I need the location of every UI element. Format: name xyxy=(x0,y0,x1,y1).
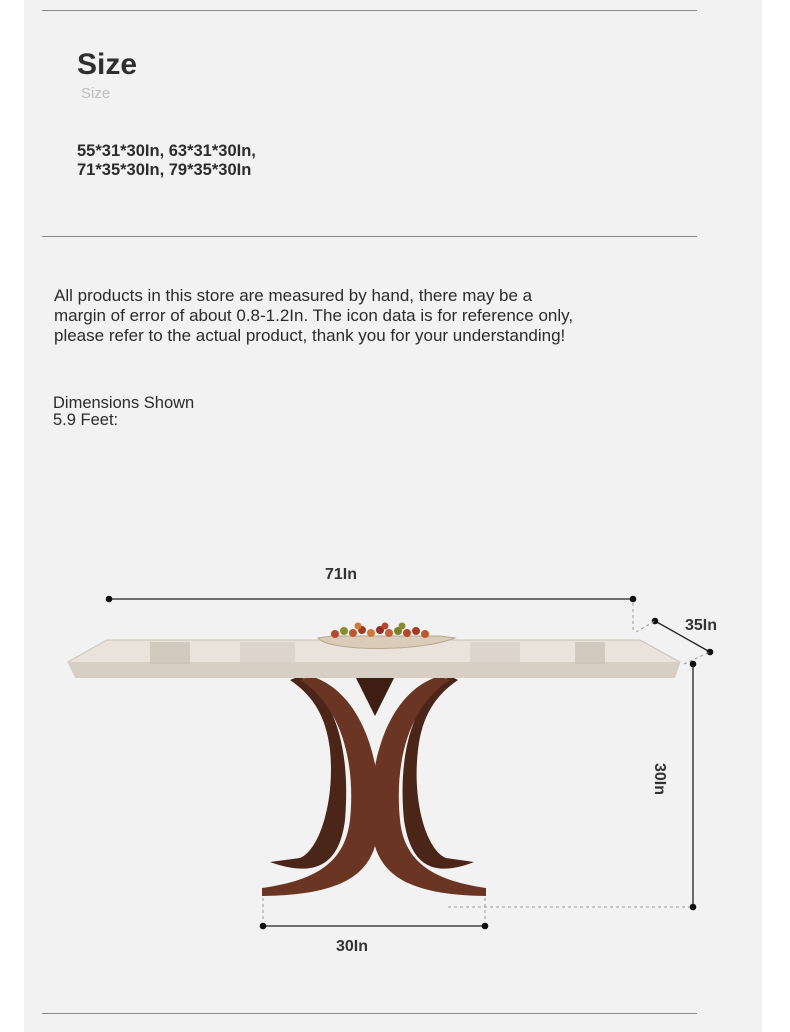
measurement-notice xyxy=(54,286,654,346)
divider-bottom xyxy=(42,1013,697,1014)
table-dimension-diagram xyxy=(0,540,790,980)
base-dimension-line xyxy=(260,892,489,929)
length-label: 71In xyxy=(325,566,358,583)
divider-top xyxy=(42,10,697,11)
size-options-line-2: 71*35*30In, 79*35*30In xyxy=(77,161,252,179)
size-options-line-1: 55*31*30In, 63*31*30In, xyxy=(77,142,256,160)
notice-line-1: All products in this store are measured by hand, there may be a xyxy=(54,286,533,305)
depth-label: 35In xyxy=(685,617,718,634)
size-options xyxy=(77,142,256,180)
base-width-label: 30In xyxy=(336,938,369,955)
divider-middle xyxy=(42,236,697,237)
dimensions-heading xyxy=(53,395,194,429)
dimensions-heading-line-2: 5.9 Feet: xyxy=(53,411,119,429)
table-base xyxy=(262,676,486,896)
length-dimension-line xyxy=(106,596,637,632)
notice-line-3: please refer to the actual product, thank you for your understanding! xyxy=(54,326,566,345)
size-section-title: Size xyxy=(77,48,138,81)
size-section-ghost-subtitle: Size xyxy=(81,85,111,102)
dimensions-heading-line-1: Dimensions Shown xyxy=(53,394,195,412)
notice-line-2: margin of error of about 0.8-1.2In. The icon data is for reference only, xyxy=(54,306,574,325)
height-label: 30In xyxy=(651,763,668,796)
